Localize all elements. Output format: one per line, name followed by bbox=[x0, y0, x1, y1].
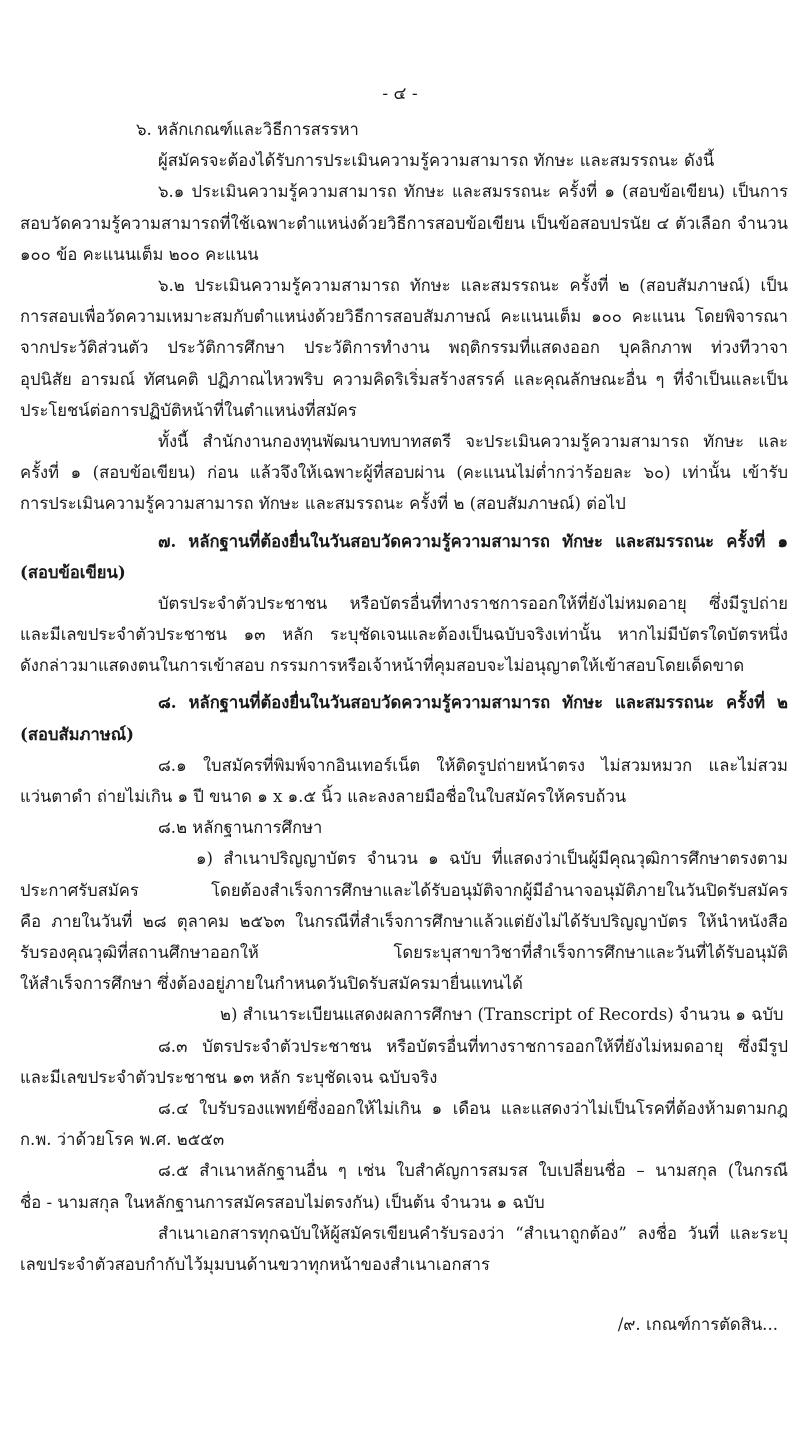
section-6-intro: ผู้สมัครจะต้องได้รับการประเมินความรู้ความสามารถ ทักษะ และสมรรถนะ ดังนี้ bbox=[158, 151, 715, 171]
para-8-2-1-line: คือ ภายในวันที่ ๒๘ ตุลาคม ๒๕๖๓ ในกรณีที่สำเร็จการศึกษาแล้วแต่ยังไม่ได้รับปริญญาบัตร ให้นำหนังสือ bbox=[20, 911, 788, 931]
section-8-heading-cont: (สอบสัมภาษณ์) bbox=[20, 723, 134, 744]
para-6-3-line: ครั้งที่ ๑ (สอบข้อเขียน) ก่อน แล้วจึงให้เฉพาะผู้ที่สอบผ่าน (คะแนนไม่ต่ำกว่าร้อยละ ๖๐) เท่านั้น เข้ารับ bbox=[20, 463, 788, 483]
para-6-1-line: ๑๐๐ ข้อ คะแนนเต็ม ๒๐๐ คะแนน bbox=[20, 244, 259, 264]
para-6-2-line: ประโยชน์ต่อการปฏิบัติหน้าที่ในตำแหน่งที่สมัคร bbox=[20, 400, 357, 420]
para-8-2-1-line: รับรองคุณวุฒิที่สถานศึกษาออกให้ โดยระบุสาขาวิชาที่สำเร็จการศึกษาและวันที่ได้รับอนุมัติ bbox=[20, 943, 788, 963]
para-8-2-2: ๒) สำเนาระเบียนแสดงผลการศึกษา (Transcript of Records) จำนวน ๑ ฉบับ bbox=[220, 1005, 784, 1025]
para-8-4-line: ๘.๔ ใบรับรองแพทย์ซึ่งออกให้ไม่เกิน ๑ เดือน และแสดงว่าไม่เป็นโรคที่ต้องห้ามตามกฎ bbox=[158, 1099, 788, 1119]
para-6-3-line: ทั้งนี้ สำนักงานกองทุนพัฒนาบทบาทสตรี จะประเมินความรู้ความสามารถ ทักษะ และ bbox=[158, 431, 788, 451]
para-6-2-line: อุปนิสัย อารมณ์ ทัศนคติ ปฏิภาณไหวพริบ ความคิดริเริ่มสร้างสรรค์ และคุณลักษณะอื่น ๆ ที่จำเป็นและเป็น bbox=[20, 369, 788, 389]
para-8-3-line: และมีเลขประจำตัวประชาชน ๑๓ หลัก ระบุชัดเจน ฉบับจริง bbox=[20, 1067, 438, 1087]
section-7-body-line: ดังกล่าวมาแสดงตนในการเข้าสอบ กรรมการหรือเจ้าหน้าที่คุมสอบจะไม่อนุญาตให้เข้าสอบโดยเด็ดขาด bbox=[20, 656, 745, 676]
para-8-4-line: ก.พ. ว่าด้วยโรค พ.ศ. ๒๕๕๓ bbox=[20, 1130, 225, 1150]
para-8-2-1-line: ๑) สำเนาปริญญาบัตร จำนวน ๑ ฉบับ ที่แสดงว่าเป็นผู้มีคุณวุฒิการศึกษาตรงตาม bbox=[196, 849, 788, 869]
para-6-2-line: จากประวัติส่วนตัว ประวัติการศึกษา ประวัติการทำงาน พฤติกรรมที่แสดงออก บุคลิกภาพ ท่วงทีวาจา bbox=[20, 338, 788, 358]
section-7-heading-cont: (สอบข้อเขียน) bbox=[20, 561, 126, 582]
para-8-2-1-line: ให้สำเร็จการศึกษา ซึ่งต้องอยู่ภายในกำหนดวันปิดรับสมัครมายื่นแทนได้ bbox=[20, 974, 523, 994]
continuation-note: /๙. เกณฑ์การตัดสิน... bbox=[617, 1315, 778, 1334]
para-8-2-1-line: ประกาศรับสมัคร โดยต้องสำเร็จการศึกษาและได้รับอนุมัติจากผู้มีอำนาจอนุมัติภายในวันปิดรับสมัคร bbox=[20, 880, 788, 900]
para-6-1-line: ๖.๑ ประเมินความรู้ความสามารถ ทักษะ และสมรรถนะ ครั้งที่ ๑ (สอบข้อเขียน) เป็นการ bbox=[158, 182, 788, 202]
section-7-body-line: และมีเลขประจำตัวประชาชน ๑๓ หลัก ระบุชัดเจนและต้องเป็นฉบับจริงเท่านั้น หากไม่มีบัตรใดบัตรหนึ่ง bbox=[20, 625, 788, 645]
para-8-6-line: เลขประจำตัวสอบกำกับไว้มุมบนด้านขวาทุกหน้าของสำเนาเอกสาร bbox=[20, 1254, 490, 1274]
page-number: - ๔ - bbox=[382, 84, 418, 104]
para-8-3-line: ๘.๓ บัตรประจำตัวประชาชน หรือบัตรอื่นที่ทางราชการออกให้ที่ยังไม่หมดอายุ ซึ่งมีรูป bbox=[158, 1036, 788, 1056]
section-8-heading: ๘. หลักฐานที่ต้องยื่นในวันสอบวัดความรู้ความสามารถ ทักษะ และสมรรถนะ ครั้งที่ ๒ bbox=[158, 692, 788, 713]
para-6-1-line: สอบวัดความรู้ความสามารถที่ใช้เฉพาะตำแหน่งด้วยวิธีการสอบข้อเขียน เป็นข้อสอบปรนัย ๔ ตัวเลือก จำนวน bbox=[20, 213, 788, 233]
section-6-heading: ๖. หลักเกณฑ์และวิธีการสรรหา bbox=[136, 120, 359, 139]
para-6-2-line: การสอบเพื่อวัดความเหมาะสมกับตำแหน่งด้วยวิธีการสอบสัมภาษณ์ คะแนนเต็ม ๑๐๐ คะแนน โดยพิจารณา bbox=[20, 307, 788, 327]
para-8-1-line: ๘.๑ ใบสมัครที่พิมพ์จากอินเทอร์เน็ต ให้ติดรูปถ่ายหน้าตรง ไม่สวมหมวก และไม่สวม bbox=[158, 755, 788, 775]
para-8-5-line: ๘.๕ สำเนาหลักฐานอื่น ๆ เช่น ใบสำคัญการสมรส ใบเปลี่ยนชื่อ – นามสกุล (ในกรณี bbox=[158, 1161, 788, 1181]
para-6-2-line: ๖.๒ ประเมินความรู้ความสามารถ ทักษะ และสมรรถนะ ครั้งที่ ๒ (สอบสัมภาษณ์) เป็น bbox=[158, 275, 788, 295]
para-8-6-line: สำเนาเอกสารทุกฉบับให้ผู้สมัครเขียนคำรับรองว่า “สำเนาถูกต้อง” ลงชื่อ วันที่ และระบุ bbox=[158, 1223, 788, 1243]
para-6-3-line: การประเมินความรู้ความสามารถ ทักษะ และสมรรถนะ ครั้งที่ ๒ (สอบสัมภาษณ์) ต่อไป bbox=[20, 494, 626, 514]
para-8-2-title: ๘.๒ หลักฐานการศึกษา bbox=[158, 818, 323, 838]
document-body bbox=[20, 114, 788, 1280]
para-8-1-line: แว่นตาดำ ถ่ายไม่เกิน ๑ ปี ขนาด ๑ x ๑.๕ นิ้ว และลงลายมือชื่อในใบสมัครให้ครบถ้วน bbox=[20, 787, 627, 807]
section-7-heading: ๗. หลักฐานที่ต้องยื่นในวันสอบวัดความรู้ความสามารถ ทักษะ และสมรรถนะ ครั้งที่ ๑ bbox=[158, 530, 788, 551]
section-7-body-line: บัตรประจำตัวประชาชน หรือบัตรอื่นที่ทางราชการออกให้ที่ยังไม่หมดอายุ ซึ่งมีรูปถ่าย bbox=[158, 593, 788, 613]
para-8-5-line: ชื่อ - นามสกุล ในหลักฐานการสมัครสอบไม่ตรงกัน) เป็นต้น จำนวน ๑ ฉบับ bbox=[20, 1192, 545, 1212]
